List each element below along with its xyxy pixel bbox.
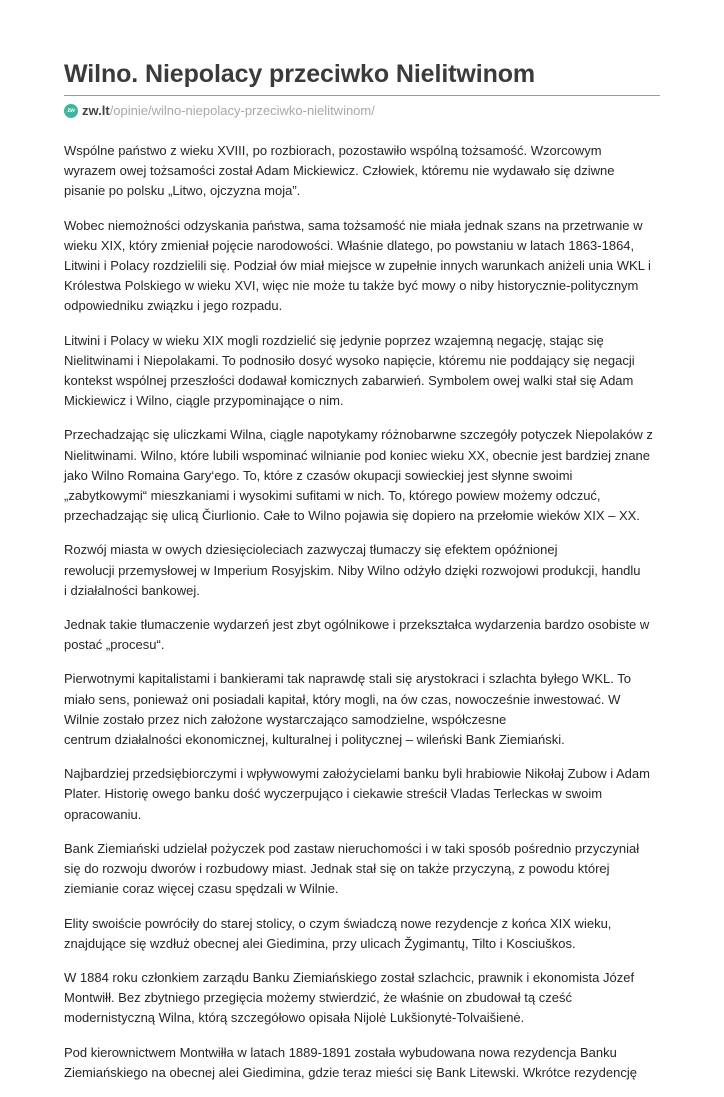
paragraph-line: Elity swoiście powróciły do starej stolicy, o czym świadczą nowe rezydencje z końca XIX wieku,	[64, 915, 612, 931]
paragraph-line: Litwini i Polacy w wieku XIX mogli rozdzielić się jedynie poprzez wzajemną negację, stając się	[64, 332, 604, 348]
zw-logo-icon: zw	[64, 104, 78, 118]
paragraph-line: Wilnie zostało przez nich założone wystarczająco samodzielne, współczesne	[64, 711, 507, 727]
paragraph-line: pisanie po polsku „Litwo, ojczyzna moja”.	[64, 183, 301, 199]
article-paragraph	[64, 141, 660, 202]
paragraph-line: Wobec niemożności odzyskania państwa, sama tożsamość nie miała jednak szans na przetrwanie w	[64, 217, 643, 233]
paragraph-line: Nielitwinami i Niepolakami. To podnosiło dosyć wysoko napięcie, któremu nie poddający się negacji	[64, 352, 635, 368]
paragraph-line: znajdujące się wzdłuż obecnej alei Giedimina, przy ulicach Žygimantų, Tilto i Kosciuškos.	[64, 935, 576, 951]
paragraph-line: modernistyczną Wilna, którą szczegółowo opisała Nijolė Lukšionytė-Tolvaišienė.	[64, 1010, 525, 1026]
article-paragraph	[64, 914, 660, 954]
article-paragraph	[64, 1043, 660, 1083]
paragraph-line: rewolucji przemysłowej w Imperium Rosyjskim. Niby Wilno odżyło dzięki rozwojowi produkcji, handlu	[64, 562, 641, 578]
paragraph-line: wyrazem owej tożsamości został Adam Mickiewicz. Człowiek, któremu nie wydawało się dziwne	[64, 163, 615, 179]
article-paragraph	[64, 216, 660, 317]
paragraph-line: kontekst wspólnej przeszłości dodawał komicznych zabarwień. Symbolem owej walki stał się Adam	[64, 373, 634, 389]
article-title: Wilno. Niepolacy przeciwko Nielitwinom	[64, 60, 536, 88]
paragraph-line: ziemianie coraz więcej czasu spędzali w Wilnie.	[64, 881, 339, 897]
paragraph-line: miało sens, ponieważ oni posiadali kapitał, który mogli, na ów czas, nowocześnie inwestować. W	[64, 691, 621, 707]
source-line	[64, 103, 660, 119]
article-paragraph	[64, 615, 660, 655]
paragraph-line: Najbardziej przedsiębiorczymi i wpływowymi założycielami banku byli hrabiowie Nikołaj Zubow i Adam	[64, 766, 650, 782]
paragraph-line: „zabytkowymi“ mieszkaniami i wysokimi sufitami w nich. To, którego powiew możemy odczuć,	[64, 488, 601, 504]
paragraph-line: Pod kierownictwem Montwiłła w latach 1889-1891 została wybudowana nowa rezydencja Banku	[64, 1044, 617, 1060]
paragraph-line: Pierwotnymi kapitalistami i bankierami tak naprawdę stali się arystokraci i szlachta byłego WKL. To	[64, 671, 631, 687]
article-paragraph	[64, 764, 660, 825]
paragraph-line: opracowaniu.	[64, 806, 142, 822]
paragraph-line: Ziemiańskiego na obecnej alei Giedimina, gdzie teraz mieści się Bank Litewski. Wkrótce rezydencję	[64, 1064, 637, 1080]
paragraph-line: Wspólne państwo z wieku XVIII, po rozbiorach, pozostawiło wspólną tożsamość. Wzorcowym	[64, 143, 602, 158]
paragraph-line: przechadzając się ulicą Čiurlionio. Całe to Wilno pojawia się dopiero na przełomie wieków XIX – XX.	[64, 508, 640, 524]
paragraph-line: Litwini i Polacy rozdzielili się. Podział ów miał miejsce w zupełnie innych warunkach aniżeli unia WKL i	[64, 258, 651, 274]
article-body	[64, 141, 660, 1083]
paragraph-line: jako Wilno Romaina Gary‘ego. To, które z czasów okupacji sowieckiej jest słynne swoimi	[64, 467, 573, 483]
paragraph-line: Plater. Historię owego banku dość wyczerpująco i ciekawie streścił Vladas Terleckas w swoim	[64, 786, 603, 802]
article-paragraph	[64, 331, 660, 412]
paragraph-line: W 1884 roku członkiem zarządu Banku Ziemiańskiego został szlachcic, prawnik i ekonomista Józef	[64, 969, 635, 985]
article-paragraph	[64, 540, 660, 601]
paragraph-line: i działalności bankowej.	[64, 582, 200, 598]
paragraph-line: się do rozwoju dworów i rozbudowy miast. Jednak stał się on także przyczyną, z powodu której	[64, 861, 610, 877]
document-page	[64, 0, 660, 1097]
paragraph-line: Mickiewicz i Wilno, ciągle przypominające o nim.	[64, 393, 344, 409]
paragraph-line: postać „procesu“.	[64, 637, 165, 653]
article-paragraph	[64, 425, 660, 526]
paragraph-line: centrum działalności ekonomicznej, kulturalnej i politycznej – wileński Bank Ziemiański.	[64, 732, 565, 748]
paragraph-line: Przechadzając się uliczkami Wilna, ciągle napotykamy różnobarwne szczegóły potyczek Niepolaków z	[64, 427, 653, 443]
paragraph-line: Nielitwinami. Wilno, które lubili wspominać wilnianie pod koniec wieku XX, obecnie jest bardziej znane	[64, 447, 651, 463]
paragraph-line: Rozwój miasta w owych dziesięcioleciach zazwyczaj tłumaczy się efektem opóźnionej	[64, 542, 558, 558]
paragraph-line: wieku XIX, który zmieniał pojęcie narodowości. Właśnie dlatego, po powstaniu w latach 1863-1864,	[64, 237, 635, 253]
paragraph-line: Królestwa Polskiego w wieku XVI, więc nie może tu także być mowy o niby historycznie-politycznym	[64, 278, 639, 294]
article-paragraph	[64, 968, 660, 1029]
paragraph-line: Jednak takie tłumaczenie wydarzeń jest zbyt ogólnikowe i przekształca wydarzenia bardzo osobiste w	[64, 617, 650, 633]
article-paragraph	[64, 839, 660, 900]
article-paragraph	[64, 669, 660, 750]
source-path[interactable]: /opinie/wilno-niepolacy-przeciwko-nielitwinom/	[109, 103, 375, 118]
source-domain[interactable]: zw.lt	[82, 103, 110, 118]
paragraph-line: odpowiedniku związku i jego rozpadu.	[64, 298, 283, 314]
paragraph-line: Montwiłł. Bez zbytniego przegięcia możemy stwierdzić, że właśnie on zbudował tą cześć	[64, 990, 572, 1006]
paragraph-line: Bank Ziemiański udzielał pożyczek pod zastaw nieruchomości i w taki sposób pośrednio przyczyniał	[64, 840, 640, 856]
title-divider	[64, 95, 660, 96]
